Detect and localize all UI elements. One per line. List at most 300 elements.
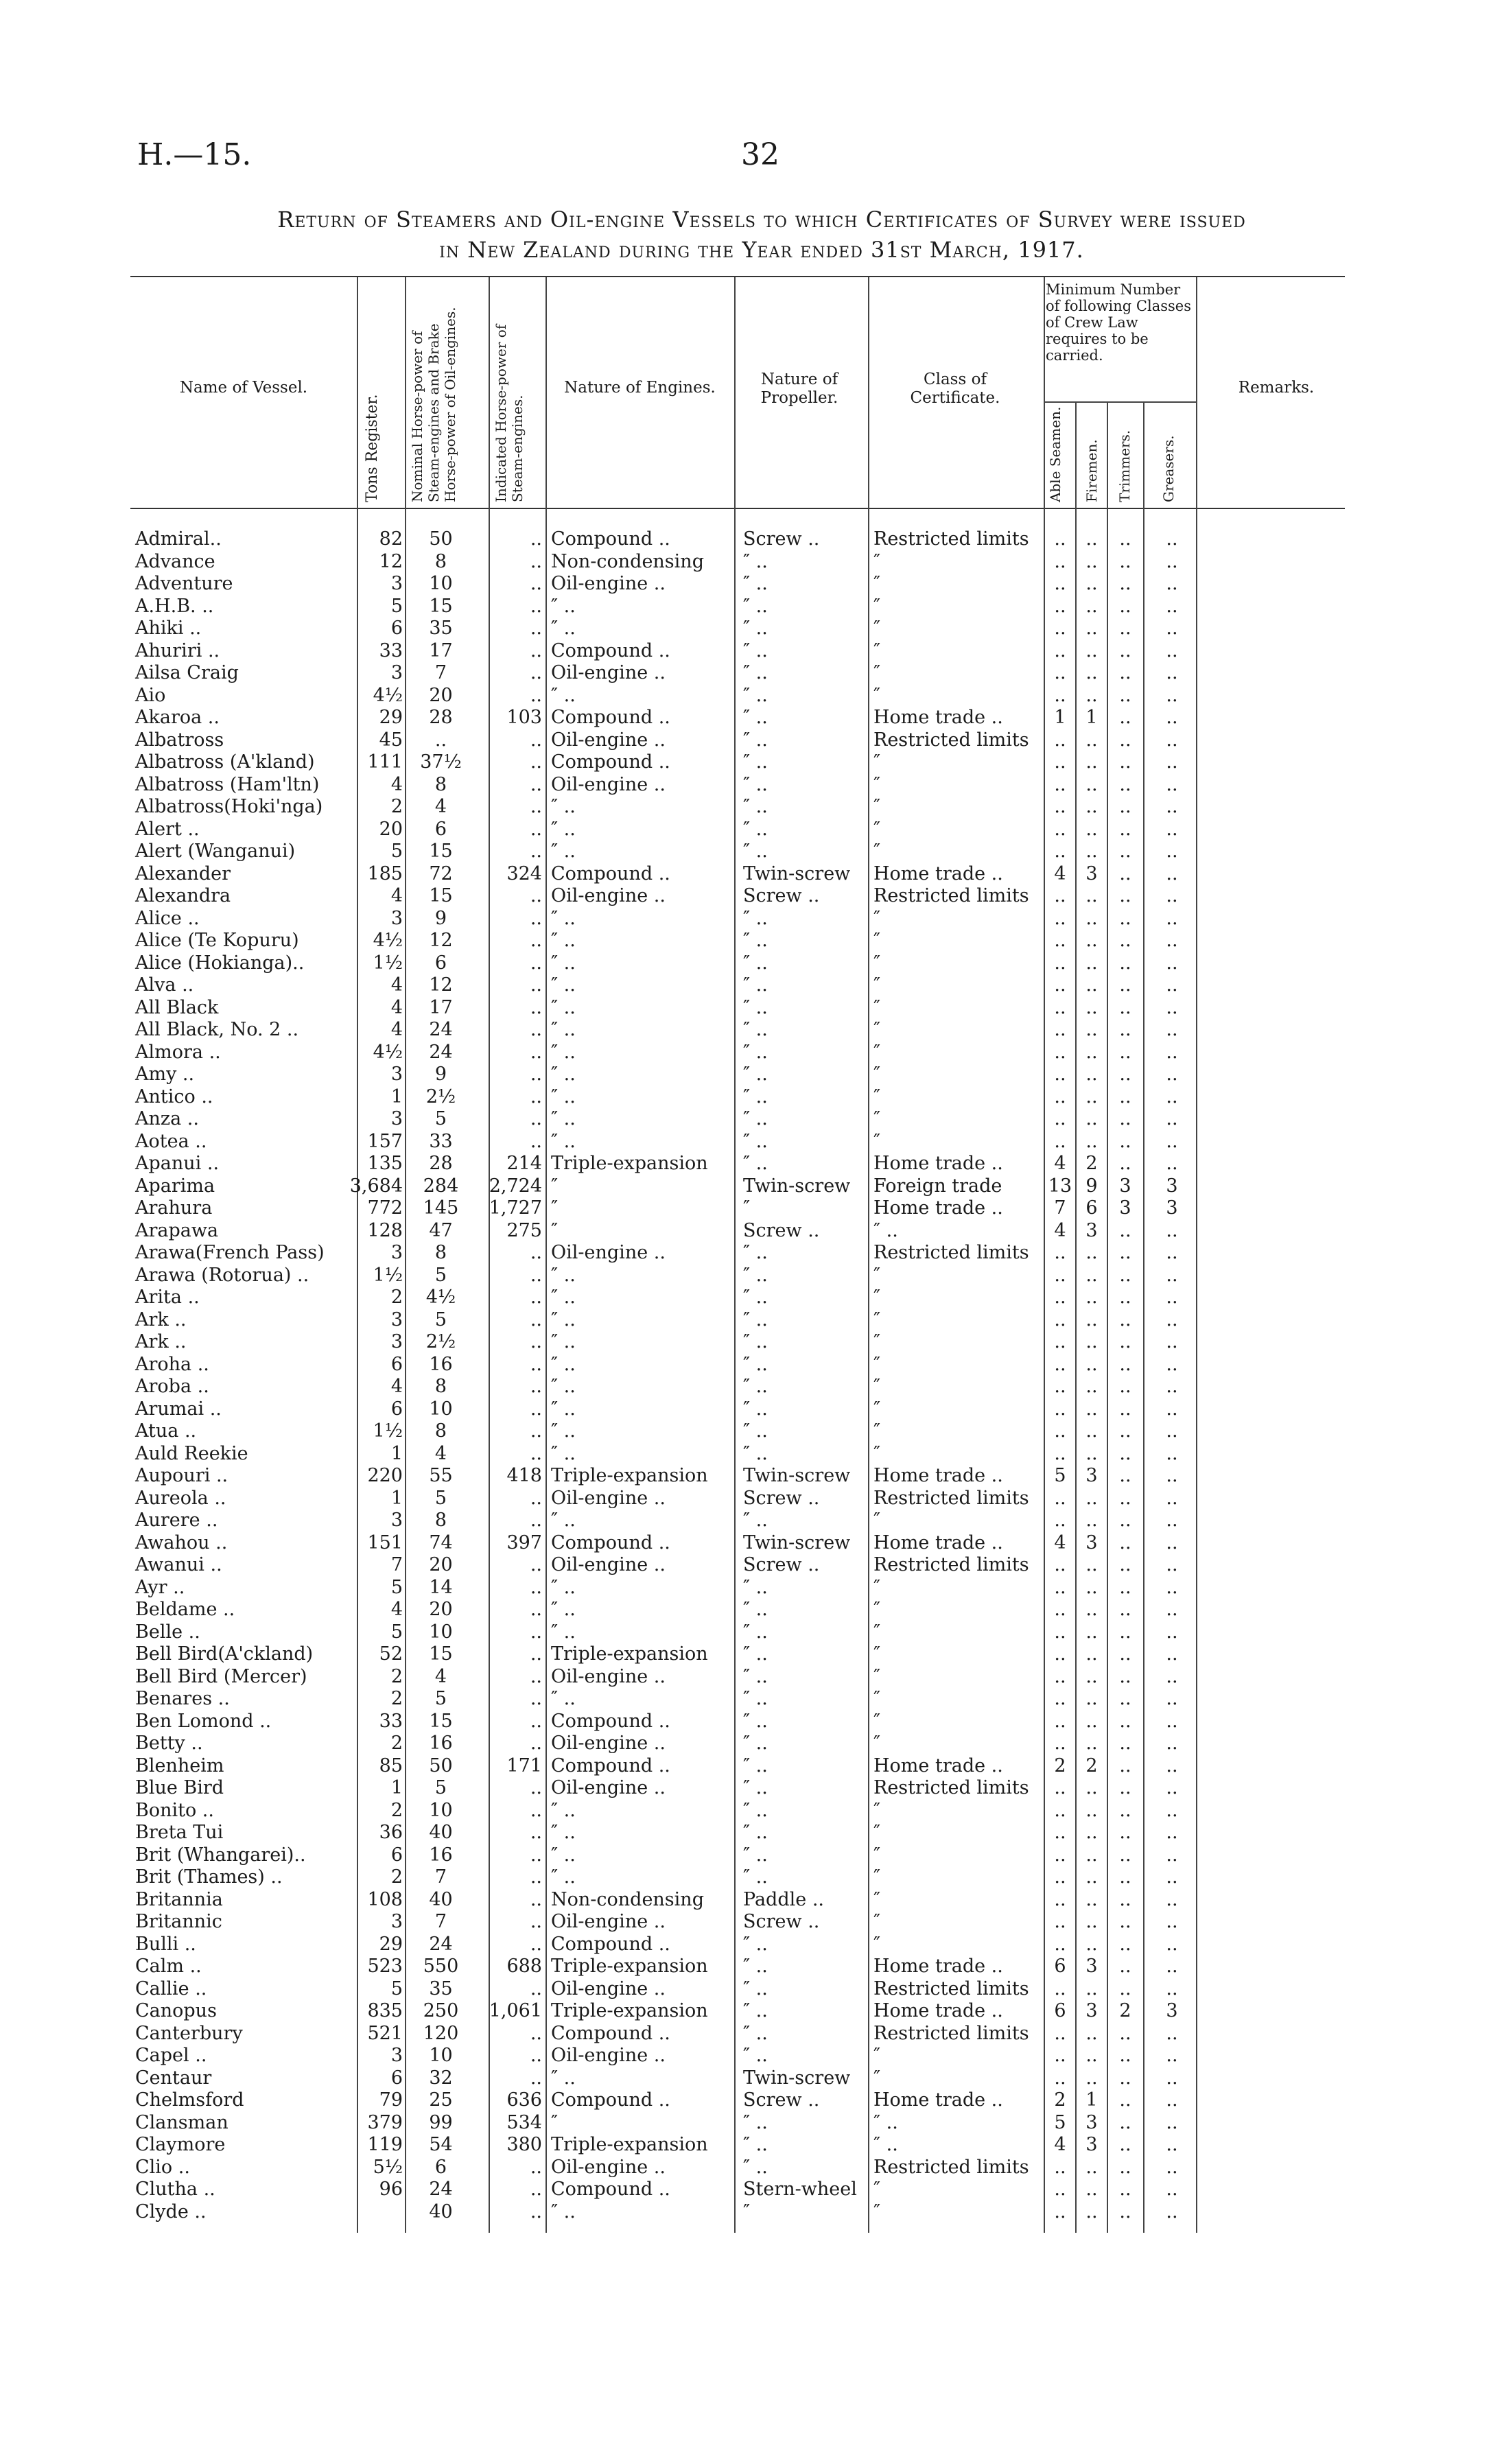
nominal-horse-power: 6 — [434, 2156, 447, 2178]
able-seamen-count: .. — [1054, 528, 1066, 550]
nominal-horse-power: 28 — [429, 707, 453, 728]
indicated-horse-power: .. — [530, 1844, 542, 1866]
table-row — [0, 551, 1491, 574]
nature-of-engines: Oil-engine .. — [551, 2156, 666, 2178]
able-seamen-count: .. — [1054, 1376, 1066, 1397]
table-row — [0, 573, 1491, 596]
trimmers-count: .. — [1119, 1064, 1131, 1085]
vessel-name: Brit (Whangarei).. — [135, 1844, 306, 1866]
firemen-count: .. — [1085, 595, 1098, 617]
nature-of-engines: Oil-engine .. — [551, 773, 666, 795]
firemen-count: .. — [1085, 841, 1098, 862]
nature-of-propeller: ″ .. — [743, 1733, 768, 1754]
firemen-count: .. — [1085, 1353, 1098, 1375]
vessel-name: Aotea .. — [135, 1130, 207, 1152]
trimmers-count: .. — [1119, 1755, 1131, 1776]
nature-of-propeller: ″ .. — [743, 729, 768, 751]
class-of-certificate: ″ — [873, 1799, 881, 1821]
nature-of-engines: ″ .. — [551, 1576, 576, 1598]
indicated-horse-power: .. — [530, 1554, 542, 1575]
vessel-name: Claymore — [135, 2134, 226, 2155]
class-of-certificate: Home trade .. — [873, 707, 1003, 728]
able-seamen-count: .. — [1054, 1487, 1066, 1509]
firemen-count: .. — [1085, 1064, 1098, 1085]
vessel-name: Apanui .. — [135, 1153, 220, 1174]
nature-of-propeller: ″ .. — [743, 640, 768, 661]
class-of-certificate: ″ — [873, 1933, 881, 1955]
greasers-count: .. — [1166, 2067, 1178, 2089]
trimmers-count: .. — [1119, 2089, 1131, 2111]
greasers-count: .. — [1166, 1465, 1178, 1486]
vessel-name: Canopus — [135, 2000, 217, 2021]
indicated-horse-power: .. — [530, 2022, 542, 2044]
able-seamen-count: 7 — [1054, 1197, 1066, 1219]
tons-register: 3 — [390, 1064, 403, 1085]
vessel-name: Ahuriri .. — [135, 640, 220, 661]
able-seamen-count: .. — [1054, 1621, 1066, 1643]
table-row — [0, 2201, 1491, 2224]
table-row — [0, 1443, 1491, 1466]
firemen-count: 3 — [1085, 1956, 1098, 1977]
trimmers-count: .. — [1119, 1733, 1131, 1754]
nominal-horse-power: 24 — [429, 1041, 453, 1063]
trimmers-count: .. — [1119, 1844, 1131, 1866]
header-minimum-crew: Minimum Number of following Classes of Crew Law requires to be carried. — [1046, 281, 1191, 364]
firemen-count: .. — [1085, 1264, 1098, 1286]
indicated-horse-power: .. — [530, 1398, 542, 1420]
table-row — [0, 1376, 1491, 1398]
class-of-certificate: ″ — [873, 1442, 881, 1464]
vessel-name: Callie .. — [135, 1978, 207, 1999]
able-seamen-count: .. — [1054, 1353, 1066, 1375]
nominal-horse-power: 33 — [429, 1130, 453, 1152]
vessel-name: Aroba .. — [135, 1376, 209, 1397]
trimmers-count: .. — [1119, 1465, 1131, 1486]
trimmers-count: .. — [1119, 684, 1131, 706]
trimmers-count: .. — [1119, 595, 1131, 617]
nature-of-engines: ″ .. — [551, 841, 576, 862]
nature-of-engines: ″ .. — [551, 796, 576, 817]
table-row — [0, 1599, 1491, 1621]
vessel-name: Bell Bird(A'ckland) — [135, 1643, 314, 1665]
firemen-count: 1 — [1085, 707, 1098, 728]
able-seamen-count: .. — [1054, 1242, 1066, 1263]
firemen-count: .. — [1085, 930, 1098, 951]
able-seamen-count: .. — [1054, 2156, 1066, 2178]
greasers-count: .. — [1166, 1822, 1178, 1843]
table-row — [0, 1711, 1491, 1733]
indicated-horse-power: .. — [530, 1487, 542, 1509]
vessel-name: All Black — [135, 996, 219, 1018]
table-row — [0, 1866, 1491, 1889]
firemen-count: .. — [1085, 1822, 1098, 1843]
nature-of-propeller: ″ .. — [743, 573, 768, 594]
tons-register: 5 — [390, 841, 403, 862]
indicated-horse-power: .. — [530, 1733, 542, 1754]
greasers-count: .. — [1166, 1130, 1178, 1152]
nature-of-propeller: ″ .. — [743, 1442, 768, 1464]
table-row — [0, 707, 1491, 729]
nature-of-propeller: ″ — [743, 1197, 751, 1219]
able-seamen-count: .. — [1054, 818, 1066, 840]
table-row — [0, 974, 1491, 997]
table-title-line-2: in New Zealand during the Year ended 31st March, 1917. — [439, 237, 1084, 263]
indicated-horse-power: .. — [530, 1420, 542, 1442]
tons-register: 6 — [390, 1398, 403, 1420]
vessel-name: Albatross(Hoki'nga) — [135, 796, 323, 817]
firemen-count: 3 — [1085, 863, 1098, 884]
table-row — [0, 819, 1491, 841]
nature-of-propeller: ″ .. — [743, 1064, 768, 1085]
indicated-horse-power: .. — [530, 528, 542, 550]
nominal-horse-power: 120 — [423, 2022, 459, 2044]
class-of-certificate: Restricted limits — [873, 729, 1029, 751]
firemen-count: .. — [1085, 1933, 1098, 1955]
trimmers-count: .. — [1119, 841, 1131, 862]
nominal-horse-power: 284 — [423, 1175, 459, 1197]
indicated-horse-power: .. — [530, 1376, 542, 1397]
greasers-count: .. — [1166, 1086, 1178, 1107]
greasers-count: .. — [1166, 550, 1178, 572]
indicated-horse-power: 324 — [506, 863, 542, 884]
tons-register: 1½ — [373, 1420, 403, 1442]
trimmers-count: .. — [1119, 751, 1131, 773]
nature-of-engines: ″ .. — [551, 1309, 576, 1330]
vessel-name: Aureola .. — [135, 1487, 226, 1509]
nature-of-engines: Compound .. — [551, 863, 670, 884]
greasers-count: .. — [1166, 528, 1178, 550]
table-row — [0, 1688, 1491, 1711]
tons-register: 29 — [379, 707, 403, 728]
greasers-count: .. — [1166, 2022, 1178, 2044]
firemen-count: .. — [1085, 1309, 1098, 1330]
indicated-horse-power: .. — [530, 1064, 542, 1085]
able-seamen-count: 2 — [1054, 1755, 1066, 1776]
able-seamen-count: .. — [1054, 1086, 1066, 1107]
nature-of-engines: Oil-engine .. — [551, 2045, 666, 2066]
able-seamen-count: .. — [1054, 1978, 1066, 1999]
class-of-certificate: Restricted limits — [873, 2156, 1029, 2178]
nature-of-propeller: Screw .. — [743, 1219, 820, 1241]
trimmers-count: .. — [1119, 640, 1131, 661]
vessel-name: Canterbury — [135, 2022, 243, 2044]
indicated-horse-power: .. — [530, 930, 542, 951]
greasers-count: .. — [1166, 1331, 1178, 1352]
nature-of-engines: ″ .. — [551, 1688, 576, 1709]
able-seamen-count: .. — [1054, 885, 1066, 906]
table-row — [0, 1287, 1491, 1309]
trimmers-count: .. — [1119, 1510, 1131, 1531]
able-seamen-count: .. — [1054, 2067, 1066, 2089]
nature-of-engines: ″ .. — [551, 1041, 576, 1063]
nature-of-propeller: ″ .. — [743, 952, 768, 974]
nature-of-propeller: ″ .. — [743, 1665, 768, 1687]
firemen-count: .. — [1085, 573, 1098, 594]
trimmers-count: .. — [1119, 885, 1131, 906]
table-row — [0, 1577, 1491, 1599]
nature-of-engines: ″ .. — [551, 1019, 576, 1040]
nature-of-engines: Triple-expansion — [551, 1465, 708, 1486]
tons-register: 523 — [367, 1956, 403, 1977]
table-row — [0, 729, 1491, 752]
trimmers-count: .. — [1119, 2179, 1131, 2200]
able-seamen-count: 2 — [1054, 2089, 1066, 2111]
table-row — [0, 1621, 1491, 1644]
header-remarks: Remarks. — [1238, 379, 1315, 397]
indicated-horse-power: .. — [530, 885, 542, 906]
nature-of-propeller: ″ .. — [743, 1019, 768, 1040]
class-of-certificate: Home trade .. — [873, 1153, 1003, 1174]
nature-of-propeller: ″ .. — [743, 1576, 768, 1598]
vessel-name: Ahiki .. — [135, 618, 202, 639]
nominal-horse-power: 5 — [434, 1777, 447, 1798]
trimmers-count: .. — [1119, 1822, 1131, 1843]
tons-register: 96 — [379, 2179, 403, 2200]
firemen-count: .. — [1085, 907, 1098, 929]
class-of-certificate: Home trade .. — [873, 1956, 1003, 1977]
nature-of-engines: Compound .. — [551, 2179, 670, 2200]
nominal-horse-power: 15 — [429, 595, 453, 617]
firemen-count: .. — [1085, 1398, 1098, 1420]
greasers-count: .. — [1166, 1710, 1178, 1732]
trimmers-count: .. — [1119, 1019, 1131, 1040]
vessel-name: Calm .. — [135, 1956, 202, 1977]
nominal-horse-power: 550 — [423, 1956, 459, 1977]
nature-of-engines: ″ .. — [551, 1064, 576, 1085]
firemen-count: .. — [1085, 684, 1098, 706]
greasers-count: .. — [1166, 1287, 1178, 1308]
indicated-horse-power: .. — [530, 2067, 542, 2089]
tons-register: 4 — [390, 1019, 403, 1040]
nominal-horse-power: 37½ — [420, 751, 462, 773]
indicated-horse-power: .. — [530, 751, 542, 773]
table-top-rule — [130, 276, 1345, 277]
trimmers-count: .. — [1119, 996, 1131, 1018]
nominal-horse-power: 99 — [429, 2111, 453, 2133]
indicated-horse-power: .. — [530, 729, 542, 751]
class-of-certificate: ″ — [873, 1420, 881, 1442]
trimmers-count: .. — [1119, 618, 1131, 639]
class-of-certificate: ″ — [873, 1621, 881, 1643]
indicated-horse-power: .. — [530, 1130, 542, 1152]
table-row — [0, 2067, 1491, 2090]
firemen-count: .. — [1085, 2156, 1098, 2178]
able-seamen-count: 5 — [1054, 2111, 1066, 2133]
vessel-name: Alert (Wanganui) — [135, 841, 296, 862]
nature-of-engines: ″ .. — [551, 1108, 576, 1129]
indicated-horse-power: .. — [530, 1978, 542, 1999]
nominal-horse-power: 24 — [429, 1019, 453, 1040]
vessel-name: Awanui .. — [135, 1554, 222, 1575]
trimmers-count: .. — [1119, 1219, 1131, 1241]
table-row — [0, 1242, 1491, 1265]
nature-of-engines: ″ — [551, 1197, 559, 1219]
nature-of-engines: Triple-expansion — [551, 2134, 708, 2155]
trimmers-count: .. — [1119, 1353, 1131, 1375]
class-of-certificate: ″ — [873, 1911, 881, 1932]
greasers-count: .. — [1166, 1353, 1178, 1375]
indicated-horse-power: .. — [530, 1621, 542, 1643]
tons-register: 52 — [379, 1643, 403, 1665]
tons-register: 6 — [390, 618, 403, 639]
nature-of-propeller: ″ .. — [743, 1777, 768, 1798]
table-row — [0, 1978, 1491, 2001]
firemen-count: .. — [1085, 1287, 1098, 1308]
vessel-name: Aroha .. — [135, 1353, 209, 1375]
table-row — [0, 796, 1491, 819]
nature-of-engines: Triple-expansion — [551, 1153, 708, 1174]
tons-register: 5½ — [373, 2156, 403, 2178]
greasers-count: .. — [1166, 1487, 1178, 1509]
nature-of-engines: Compound .. — [551, 528, 670, 550]
class-of-certificate: Restricted limits — [873, 1978, 1029, 1999]
tons-register: 108 — [367, 1888, 403, 1910]
trimmers-count: .. — [1119, 863, 1131, 884]
nature-of-propeller: ″ .. — [743, 1331, 768, 1352]
tons-register: 1 — [390, 1777, 403, 1798]
vessel-name: A.H.B. .. — [135, 595, 214, 617]
nature-of-propeller: ″ .. — [743, 2156, 768, 2178]
tons-register: 20 — [379, 818, 403, 840]
trimmers-count: .. — [1119, 707, 1131, 728]
firemen-count: .. — [1085, 885, 1098, 906]
nature-of-engines: ″ .. — [551, 1264, 576, 1286]
firemen-count: 9 — [1085, 1175, 1098, 1197]
class-of-certificate: ″ — [873, 1086, 881, 1107]
vessel-name: Chelmsford — [135, 2089, 244, 2111]
table-row — [0, 1934, 1491, 1956]
nature-of-engines: Compound .. — [551, 751, 670, 773]
table-row — [0, 1755, 1491, 1778]
table-row — [0, 1265, 1491, 1287]
nature-of-propeller: ″ .. — [743, 1353, 768, 1375]
indicated-horse-power: 103 — [506, 707, 542, 728]
document-reference: H.—15. — [137, 137, 252, 172]
vessel-name: Awahou .. — [135, 1532, 228, 1553]
table-row — [0, 1086, 1491, 1109]
nominal-horse-power: 50 — [429, 528, 453, 550]
nominal-horse-power: 50 — [429, 1755, 453, 1776]
class-of-certificate: Home trade .. — [873, 1755, 1003, 1776]
table-title — [124, 204, 1400, 265]
class-of-certificate: ″ — [873, 1866, 881, 1888]
trimmers-count: .. — [1119, 1287, 1131, 1308]
trimmers-count: .. — [1119, 1242, 1131, 1263]
firemen-count: .. — [1085, 1376, 1098, 1397]
firemen-count: .. — [1085, 1844, 1098, 1866]
table-row — [0, 841, 1491, 863]
tons-register: 2 — [390, 1866, 403, 1888]
nature-of-propeller: ″ .. — [743, 818, 768, 840]
table-row — [0, 1354, 1491, 1376]
vessel-name: Arawa (Rotorua) .. — [135, 1264, 309, 1286]
greasers-count: .. — [1166, 1309, 1178, 1330]
nominal-horse-power: .. — [434, 729, 447, 751]
class-of-certificate: ″ — [873, 1019, 881, 1040]
nature-of-propeller: ″ .. — [743, 996, 768, 1018]
class-of-certificate: ″ — [873, 595, 881, 617]
nature-of-engines: Compound .. — [551, 1532, 670, 1553]
vessel-name: Alice .. — [135, 907, 200, 929]
table-row — [0, 596, 1491, 618]
able-seamen-count: .. — [1054, 1130, 1066, 1152]
greasers-count: .. — [1166, 2089, 1178, 2111]
firemen-count: .. — [1085, 996, 1098, 1018]
nature-of-propeller: Paddle .. — [743, 1888, 824, 1910]
class-of-certificate: ″ — [873, 550, 881, 572]
able-seamen-count: 6 — [1054, 2000, 1066, 2021]
nature-of-engines: ″ .. — [551, 1822, 576, 1843]
firemen-count: .. — [1085, 618, 1098, 639]
indicated-horse-power: .. — [530, 1287, 542, 1308]
able-seamen-count: .. — [1054, 1108, 1066, 1129]
nominal-horse-power: 9 — [434, 1064, 447, 1085]
indicated-horse-power: .. — [530, 1041, 542, 1063]
nature-of-engines: Compound .. — [551, 2089, 670, 2111]
nature-of-propeller: ″ — [743, 2201, 751, 2222]
nature-of-engines: ″ .. — [551, 1331, 576, 1352]
nature-of-engines: Oil-engine .. — [551, 1665, 666, 1687]
indicated-horse-power: .. — [530, 573, 542, 594]
header-firemen: Firemen. — [1083, 439, 1100, 502]
nominal-horse-power: 20 — [429, 684, 453, 706]
indicated-horse-power: .. — [530, 595, 542, 617]
indicated-horse-power: .. — [530, 618, 542, 639]
firemen-count: .. — [1085, 1242, 1098, 1263]
indicated-horse-power: .. — [530, 1866, 542, 1888]
able-seamen-count: .. — [1054, 1309, 1066, 1330]
vessel-name: Clansman — [135, 2111, 228, 2133]
table-row — [0, 2157, 1491, 2179]
header-nature-of-propeller: Nature of Propeller. — [760, 371, 838, 407]
able-seamen-count: .. — [1054, 1599, 1066, 1620]
nature-of-propeller: Screw .. — [743, 2089, 820, 2111]
greasers-count: .. — [1166, 841, 1178, 862]
greasers-count: .. — [1166, 751, 1178, 773]
indicated-horse-power: .. — [530, 1242, 542, 1263]
nature-of-engines: ″ .. — [551, 1130, 576, 1152]
nominal-horse-power: 2½ — [425, 1331, 456, 1352]
nature-of-propeller: Twin-screw — [743, 863, 851, 884]
class-of-certificate: Home trade .. — [873, 863, 1003, 884]
table-row — [0, 1064, 1491, 1086]
nominal-horse-power: 16 — [429, 1353, 453, 1375]
nature-of-propeller: ″ .. — [743, 2022, 768, 2044]
indicated-horse-power: .. — [530, 640, 542, 661]
trimmers-count: .. — [1119, 1888, 1131, 1910]
tons-register: 33 — [379, 1710, 403, 1732]
nominal-horse-power: 4 — [434, 796, 447, 817]
nature-of-propeller: Screw .. — [743, 1911, 820, 1932]
nominal-horse-power: 8 — [434, 1242, 447, 1263]
header-nature-of-engines: Nature of Engines. — [564, 379, 716, 397]
able-seamen-count: .. — [1054, 773, 1066, 795]
nominal-horse-power: 72 — [429, 863, 453, 884]
indicated-horse-power: .. — [530, 1933, 542, 1955]
indicated-horse-power: .. — [530, 1086, 542, 1107]
firemen-count: 2 — [1085, 1153, 1098, 1174]
nature-of-engines: Compound .. — [551, 2022, 670, 2044]
tons-register: 379 — [367, 2111, 403, 2133]
nominal-horse-power: 8 — [434, 1376, 447, 1397]
table-row — [0, 1889, 1491, 1912]
vessel-name: Auld Reekie — [135, 1442, 248, 1464]
class-of-certificate: ″ — [873, 573, 881, 594]
firemen-count: .. — [1085, 1978, 1098, 1999]
table-row — [0, 1331, 1491, 1354]
vessel-name: Aurere .. — [135, 1510, 218, 1531]
firemen-count: .. — [1085, 1041, 1098, 1063]
